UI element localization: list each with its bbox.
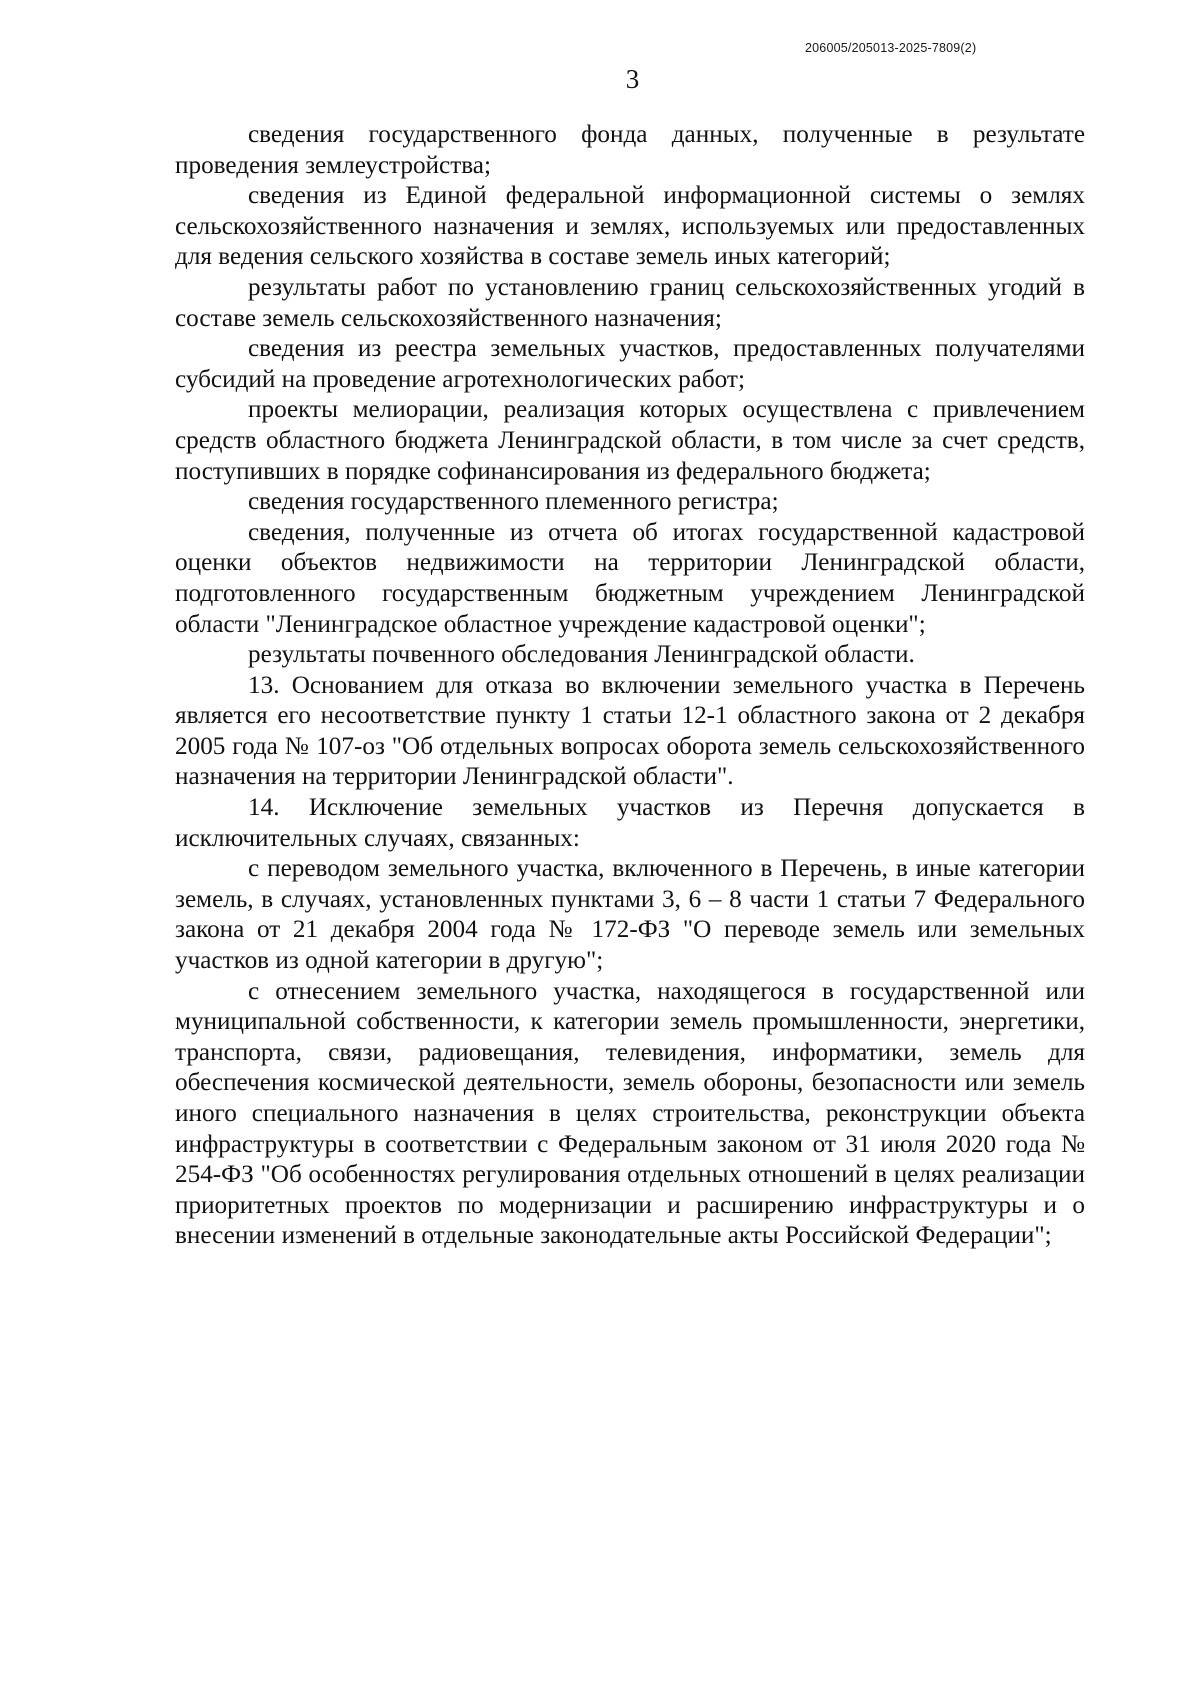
clause-14-exclusion-cases: 14. Исключение земельных участков из Перечня допускается в исключительных случаях, связанных: <box>175 794 1085 852</box>
paragraph-land-category-transfer: с переводом земельного участка, включенного в Перечень, в иные категории земель, в случаях, установленных пунктами 3, 6 – 8 части 1 статьи 7 Федерального закона от 21 декабря 2004 года № 172-ФЗ "О переводе земель или земельных участков из одной категории в другую"; <box>175 855 1085 975</box>
paragraph-state-land-data-fund: сведения государственного фонда данных, полученные в результате проведения землеустройства; <box>175 121 1085 179</box>
paragraph-subsidy-land-registry: сведения из реестра земельных участков, предоставленных получателями субсидий на проведение агротехнологических работ; <box>175 335 1085 393</box>
paragraph-breeding-register: сведения государственного племенного регистра; <box>248 488 779 516</box>
paragraph-cadastral-valuation-report: сведения, полученные из отчета об итогах государственной кадастровой оценки объектов недвижимости на территории Ленинградской области, подготовленного государственным бюджетным учреждением Ленинградской области "Ленинградское областное учреждение кадастровой оценки"; <box>175 518 1085 638</box>
page-number: 3 <box>625 64 640 94</box>
paragraph-agricultural-land-boundaries: результаты работ по установлению границ сельскохозяйственных угодий в составе земель сельскохозяйственного назначения; <box>175 273 1085 332</box>
paragraph-special-purpose-land: с отнесением земельного участка, находящегося в государственной или муниципальной собственности, к категории земель промышленности, энергетики, транспорта, связи, радиовещания, телевидения, информатики, земель для обеспечения космической деятельности, земель обороны, безопасности или земель иного специального назначения в целях строительства, реконструкции объекта инфраструктуры в соответствии с Федеральным законом от 31 июля 2020 года № 254-ФЗ "Об особенностях регулирования отдельных отношений в целях реализации приоритетных проектов по модернизации и расширению инфраструктуры и о внесении изменений в отдельные законодательные акты Российской Федерации"; <box>175 977 1085 1250</box>
paragraph-federal-information-system: сведения из Единой федеральной информационной системы о землях сельскохозяйственного назначения и землях, используемых или предоставленных для ведения сельского хозяйства в составе земель иных категорий; <box>175 182 1085 271</box>
clause-13-refusal-grounds: 13. Основанием для отказа во включении земельного участка в Перечень является его несоответствие пункту 1 статьи 12-1 областного закона от 2 декабря 2005 года № 107-оз "Об отдельных вопросах оборота земель сельскохозяйственного назначения на территории Ленинградской области". <box>175 671 1085 791</box>
document-body <box>175 120 1085 1252</box>
document-registration-number: 206005/205013-2025-7809(2) <box>805 41 977 55</box>
paragraph-melioration-projects: проекты мелиорации, реализация которых осуществлена с привлечением средств областного бюджета Ленинградской области, в том числе за счет средств, поступивших в порядке софинансирования из федерального бюджета; <box>175 396 1085 485</box>
paragraph-soil-survey: результаты почвенного обследования Ленинградской области. <box>248 641 915 669</box>
